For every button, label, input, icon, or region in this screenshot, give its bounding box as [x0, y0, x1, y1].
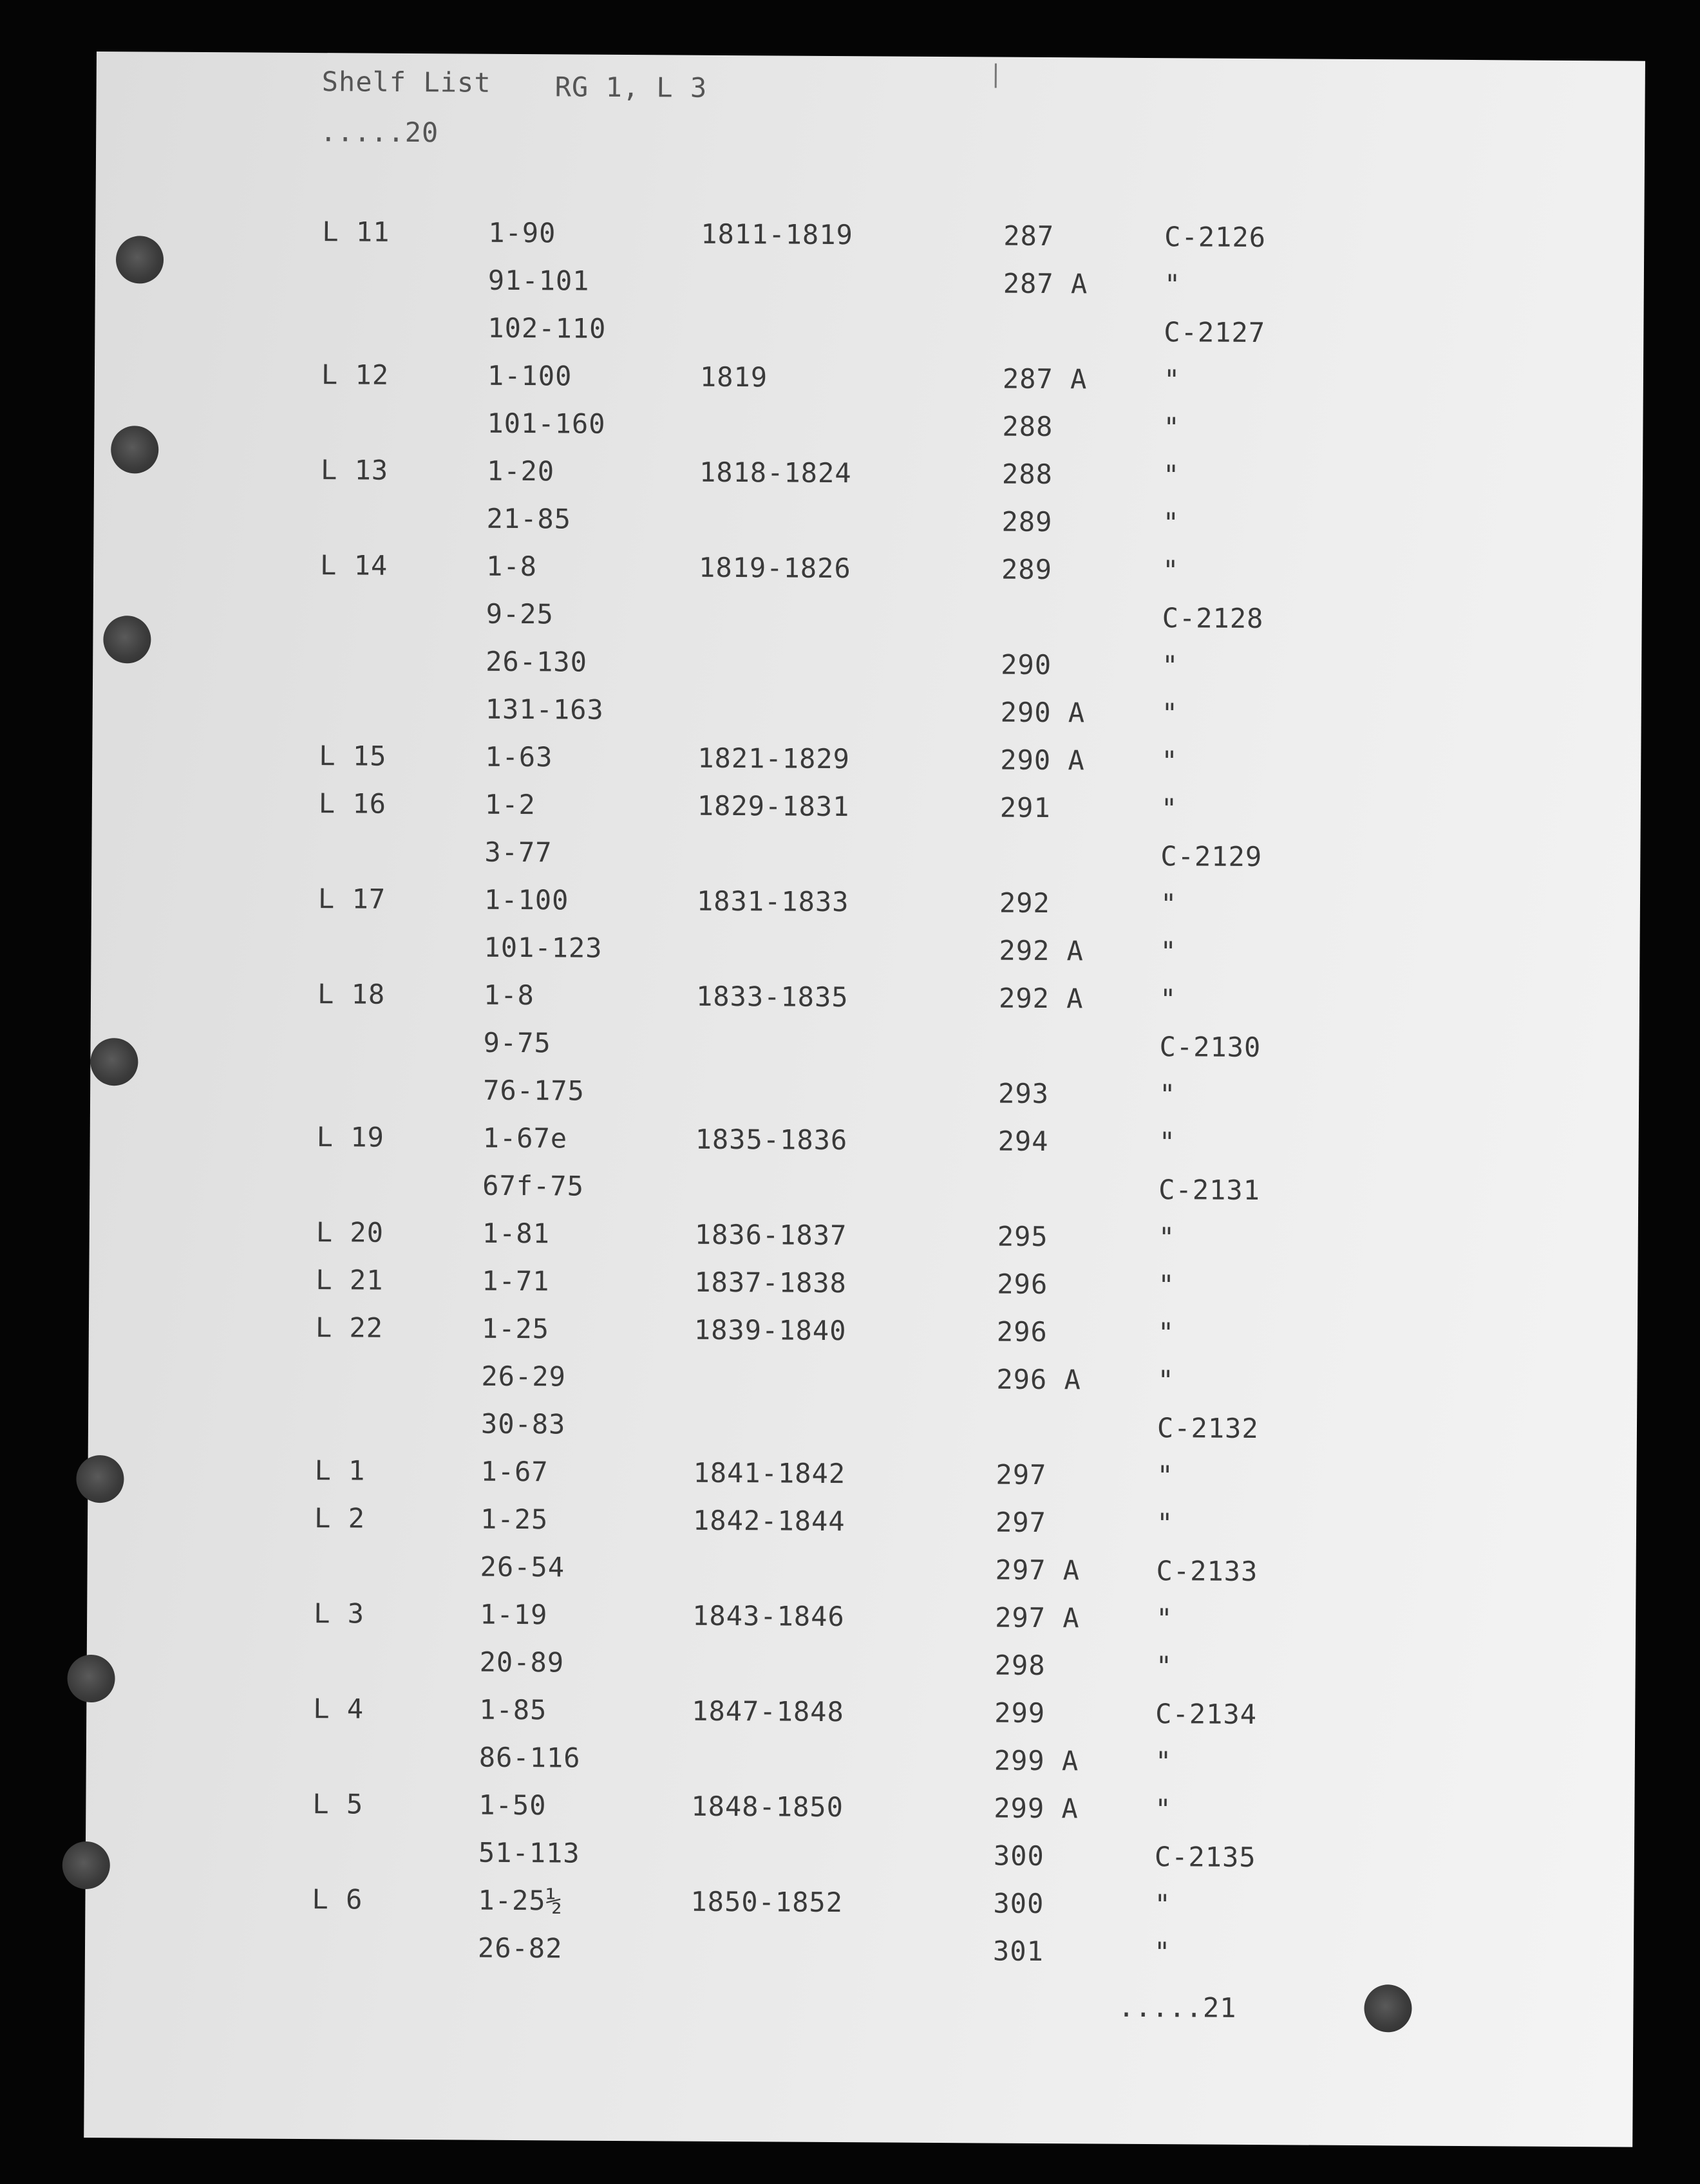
items-cell: 9-25: [486, 598, 554, 630]
items-cell: 131-163: [485, 693, 604, 726]
container-cell: C-2130: [1159, 1031, 1261, 1064]
dates-cell: 1839-1840: [694, 1313, 847, 1347]
items-cell: 67f-75: [482, 1169, 585, 1202]
dates-cell: 1829-1831: [697, 789, 850, 823]
box-cell: 287: [1003, 220, 1055, 252]
box-cell: 300: [993, 1840, 1044, 1872]
series-cell: L 21: [316, 1264, 384, 1296]
items-cell: 1-25½: [478, 1884, 563, 1917]
record-group-reference: RG 1, L 3: [554, 71, 708, 104]
container-cell: ": [1161, 745, 1178, 777]
shelf-list-title: Shelf List: [321, 66, 491, 99]
box-cell: 292 A: [999, 934, 1084, 967]
box-cell: 292: [999, 887, 1050, 919]
dates-cell: 1847-1848: [692, 1695, 844, 1728]
items-cell: 101-123: [484, 931, 603, 964]
items-cell: 1-90: [488, 216, 556, 249]
items-cell: 1-19: [480, 1598, 548, 1631]
container-cell: C-2126: [1164, 221, 1267, 254]
series-cell: L 14: [319, 549, 388, 581]
container-cell: ": [1160, 793, 1178, 825]
box-cell: 290 A: [1000, 744, 1085, 777]
items-cell: 1-25: [480, 1503, 549, 1536]
container-cell: ": [1158, 1126, 1176, 1158]
items-cell: 101-160: [487, 407, 606, 440]
box-cell: 297: [996, 1458, 1047, 1491]
series-cell: L 5: [312, 1788, 364, 1820]
box-cell: 290: [1001, 648, 1052, 681]
previous-page-marker: .....20: [320, 116, 439, 149]
punch-hole: [1364, 1984, 1412, 2032]
punch-hole: [90, 1038, 138, 1086]
container-cell: ": [1154, 1888, 1171, 1921]
container-cell: C-2133: [1156, 1555, 1258, 1588]
series-cell: L 22: [315, 1312, 384, 1344]
box-cell: 290 A: [1000, 696, 1086, 729]
document-page: [84, 52, 1645, 2147]
container-cell: C-2131: [1158, 1174, 1261, 1207]
items-cell: 21-85: [486, 502, 572, 535]
container-cell: ": [1163, 411, 1180, 444]
container-cell: C-2132: [1157, 1412, 1259, 1445]
dates-cell: 1848-1850: [691, 1790, 844, 1823]
items-cell: 26-130: [486, 645, 588, 678]
series-cell: L 11: [322, 216, 390, 248]
container-cell: ": [1158, 1221, 1176, 1254]
items-cell: 1-2: [484, 788, 536, 821]
container-cell: C-2134: [1155, 1698, 1258, 1731]
items-cell: 86-116: [478, 1741, 581, 1774]
dates-cell: 1850-1852: [690, 1885, 844, 1919]
items-cell: 3-77: [484, 836, 552, 869]
dates-cell: 1819: [699, 361, 768, 393]
items-cell: 51-113: [478, 1836, 580, 1869]
items-cell: 1-50: [478, 1789, 547, 1822]
box-cell: 288: [1001, 458, 1053, 491]
series-cell: L 12: [321, 359, 390, 391]
dates-cell: 1843-1846: [692, 1599, 845, 1633]
container-cell: ": [1156, 1603, 1173, 1635]
box-cell: 296: [996, 1315, 1048, 1348]
dates-cell: 1842-1844: [692, 1504, 845, 1538]
items-cell: 1-20: [486, 455, 555, 487]
series-cell: L 16: [318, 787, 387, 820]
series-cell: L 13: [320, 454, 389, 486]
container-cell: ": [1164, 268, 1182, 301]
series-cell: L 15: [319, 740, 387, 772]
container-cell: C-2127: [1164, 316, 1266, 349]
container-cell: ": [1162, 459, 1180, 491]
series-cell: L 1: [314, 1454, 366, 1487]
box-cell: 289: [1001, 505, 1053, 538]
container-cell: ": [1157, 1364, 1175, 1397]
box-cell: 289: [1001, 553, 1053, 586]
items-cell: 76-175: [483, 1074, 585, 1107]
items-cell: 1-8: [486, 550, 538, 583]
box-cell: 299: [994, 1697, 1046, 1729]
series-cell: L 3: [314, 1597, 365, 1630]
container-cell: ": [1153, 1936, 1171, 1968]
dates-cell: 1833-1835: [695, 980, 849, 1013]
items-cell: 91-101: [487, 264, 590, 297]
box-cell: 293: [997, 1077, 1050, 1110]
dates-cell: 1821-1829: [697, 742, 851, 775]
items-cell: 20-89: [479, 1646, 565, 1679]
container-cell: C-2128: [1162, 602, 1264, 635]
punch-hole: [116, 236, 164, 283]
items-cell: 26-54: [480, 1550, 565, 1583]
dates-cell: 1819-1826: [698, 551, 851, 585]
container-cell: ": [1162, 650, 1179, 682]
container-cell: ": [1163, 364, 1181, 396]
items-cell: 30-83: [480, 1407, 566, 1440]
box-cell: 297 A: [995, 1554, 1081, 1586]
series-cell: L 2: [314, 1502, 366, 1534]
container-cell: ": [1162, 554, 1180, 587]
box-cell: 296: [997, 1268, 1048, 1301]
series-cell: L 19: [316, 1121, 385, 1153]
box-cell: 301: [992, 1935, 1044, 1968]
container-cell: ": [1158, 1078, 1176, 1111]
items-cell: 9-75: [483, 1026, 551, 1059]
dates-cell: 1818-1824: [699, 456, 852, 489]
box-cell: 288: [1002, 410, 1053, 443]
items-cell: 1-67: [480, 1455, 549, 1488]
box-cell: 297 A: [995, 1601, 1080, 1634]
container-cell: ": [1157, 1317, 1175, 1349]
container-cell: ": [1159, 983, 1177, 1015]
container-cell: ": [1155, 1746, 1173, 1778]
container-cell: ": [1161, 697, 1179, 730]
items-cell: 1-100: [487, 359, 572, 392]
items-cell: 1-100: [484, 883, 569, 916]
dates-cell: 1841-1842: [693, 1456, 846, 1490]
punch-hole: [76, 1455, 124, 1503]
series-cell: L 6: [312, 1883, 363, 1916]
items-cell: 1-67e: [482, 1122, 568, 1154]
container-cell: C-2135: [1154, 1841, 1256, 1874]
items-cell: 1-63: [485, 740, 553, 773]
container-cell: ": [1160, 888, 1178, 920]
dates-cell: 1836-1837: [694, 1218, 847, 1252]
box-cell: 294: [997, 1125, 1049, 1158]
container-cell: C-2129: [1160, 840, 1263, 873]
container-cell: ": [1162, 507, 1180, 539]
punch-hole: [62, 1841, 110, 1889]
scan-mark: [995, 64, 997, 88]
box-cell: 298: [994, 1649, 1046, 1682]
box-cell: 299 A: [994, 1744, 1079, 1777]
items-cell: 26-82: [477, 1932, 563, 1964]
container-cell: ": [1157, 1460, 1174, 1492]
items-cell: 1-85: [479, 1693, 547, 1726]
container-cell: ": [1158, 1269, 1175, 1301]
items-cell: 1-81: [482, 1217, 551, 1250]
container-cell: ": [1155, 1793, 1172, 1825]
box-cell: 299 A: [994, 1792, 1079, 1825]
box-cell: 300: [993, 1887, 1044, 1920]
dates-cell: 1811-1819: [701, 218, 854, 251]
dates-cell: 1837-1838: [694, 1266, 847, 1299]
container-cell: ": [1156, 1507, 1174, 1539]
box-cell: 287 A: [1003, 267, 1088, 300]
items-cell: 26-29: [481, 1360, 567, 1393]
box-cell: 292 A: [998, 982, 1084, 1015]
items-cell: 1-71: [482, 1265, 550, 1297]
series-cell: L 20: [316, 1216, 384, 1248]
dates-cell: 1831-1833: [696, 885, 849, 918]
punch-hole: [103, 616, 151, 663]
series-cell: L 4: [313, 1693, 364, 1725]
box-cell: 291: [999, 791, 1051, 824]
items-cell: 102-110: [487, 312, 607, 344]
series-cell: L 17: [317, 883, 386, 915]
next-page-marker: .....21: [1118, 1991, 1237, 2024]
items-cell: 1-8: [483, 979, 535, 1012]
series-cell: L 18: [317, 978, 386, 1010]
items-cell: 1-25: [481, 1312, 550, 1345]
container-cell: ": [1160, 936, 1177, 968]
punch-hole: [67, 1655, 115, 1702]
box-cell: 297: [995, 1506, 1047, 1539]
box-cell: 287 A: [1002, 362, 1088, 395]
punch-hole: [111, 426, 158, 473]
container-cell: ": [1155, 1650, 1173, 1682]
dates-cell: 1835-1836: [695, 1123, 848, 1156]
box-cell: 295: [997, 1220, 1048, 1253]
box-cell: 296 A: [996, 1363, 1082, 1396]
